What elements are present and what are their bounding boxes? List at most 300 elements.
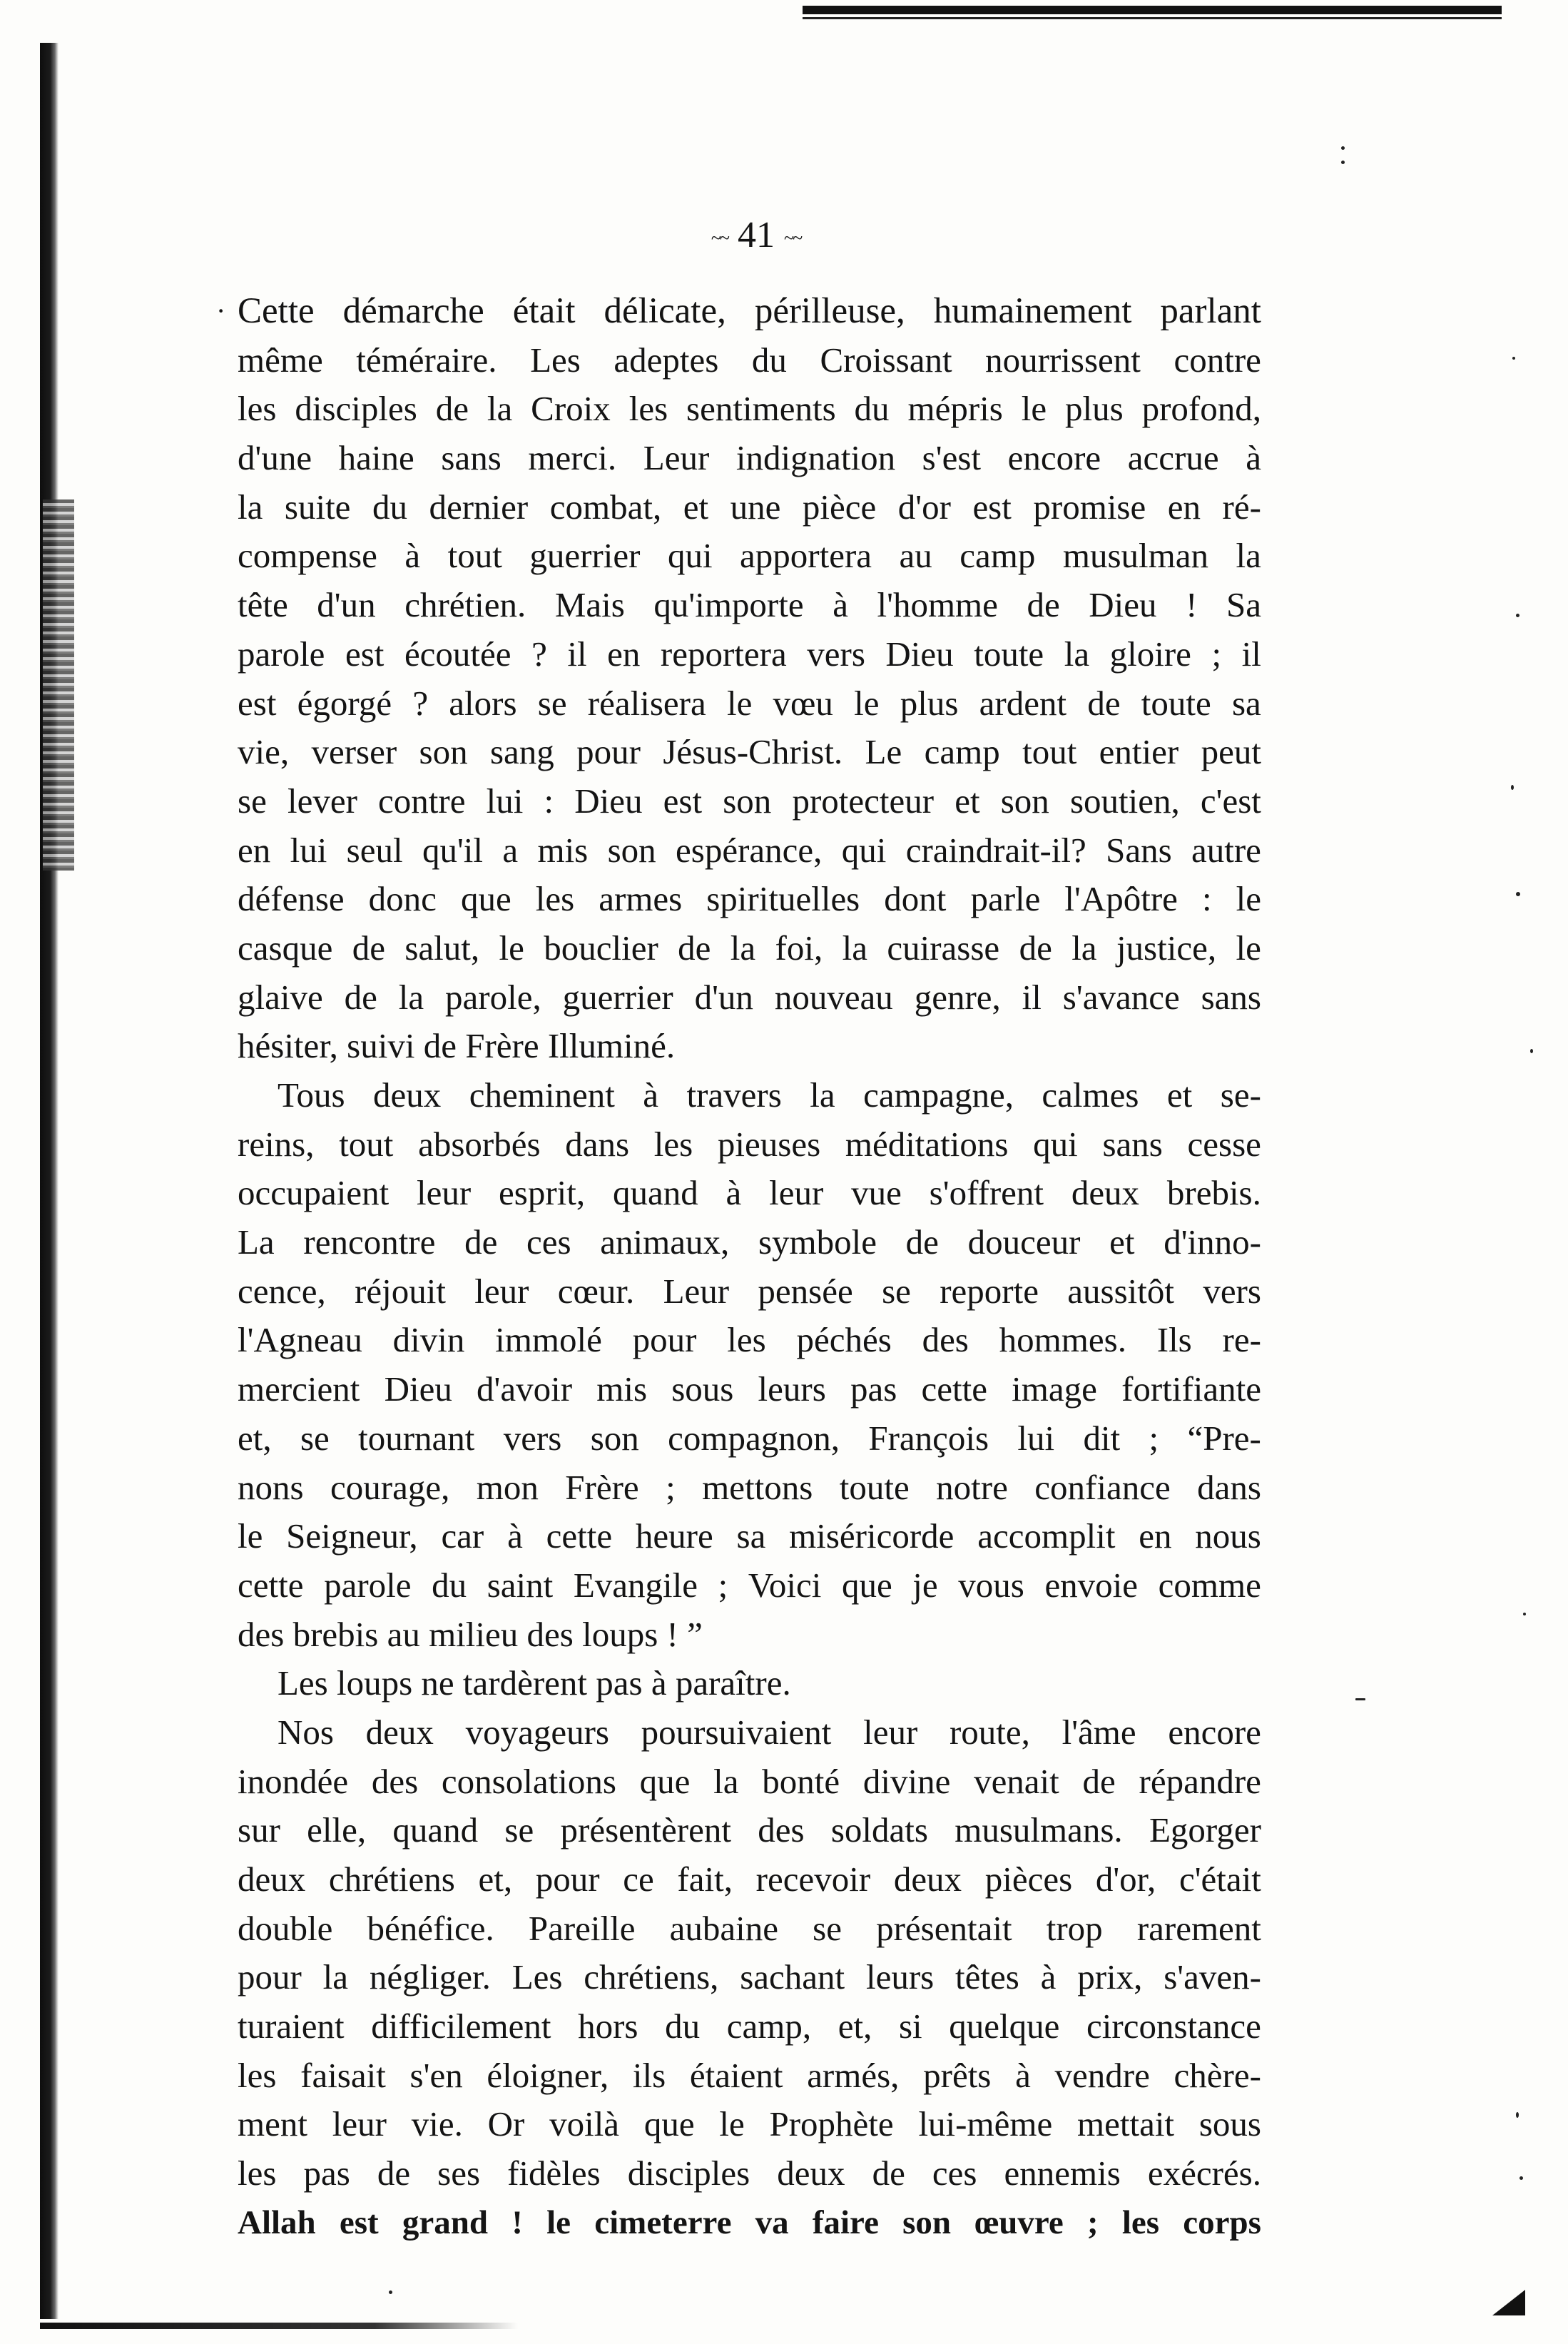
word: mon bbox=[476, 1467, 539, 1507]
word: ; bbox=[718, 1565, 728, 1605]
text-line bbox=[238, 385, 1261, 434]
word: promise bbox=[1033, 487, 1146, 527]
word: pour bbox=[576, 732, 641, 772]
word: lui-même bbox=[918, 2104, 1053, 2144]
word: et bbox=[1109, 1222, 1135, 1262]
word: son bbox=[607, 830, 656, 870]
word: dans bbox=[565, 1124, 630, 1164]
word: au bbox=[899, 536, 932, 576]
word: vers bbox=[807, 634, 865, 674]
word: faire bbox=[812, 2203, 879, 2241]
word: du bbox=[432, 1565, 467, 1605]
word: réalisera bbox=[587, 683, 706, 723]
word: présentèrent bbox=[560, 1810, 731, 1850]
word: reportera bbox=[660, 634, 787, 674]
word: soldats bbox=[830, 1810, 928, 1850]
word: d'or bbox=[897, 487, 951, 527]
word: il bbox=[1022, 977, 1042, 1017]
word: d'or, bbox=[1095, 1860, 1156, 1899]
word: faisait bbox=[300, 2055, 386, 2095]
ornament-right: ~~ bbox=[784, 228, 802, 249]
text-line bbox=[238, 1071, 1261, 1120]
word: encore bbox=[1168, 1712, 1261, 1752]
word: la bbox=[398, 977, 424, 1017]
word: mépris bbox=[907, 389, 1003, 429]
word: musulman bbox=[1062, 536, 1209, 576]
word: les bbox=[238, 389, 277, 429]
word: et bbox=[1166, 1075, 1193, 1115]
text-line bbox=[238, 2051, 1261, 2101]
word: bénéfice. bbox=[367, 1908, 494, 1948]
word: se bbox=[882, 1271, 911, 1311]
margin-speck bbox=[1512, 357, 1515, 360]
word: les bbox=[535, 879, 575, 919]
word: heure bbox=[635, 1516, 713, 1556]
word: pas bbox=[850, 1369, 897, 1409]
word: dans bbox=[1197, 1467, 1261, 1507]
word: cheminent bbox=[469, 1075, 615, 1115]
word: d'avoir bbox=[477, 1369, 573, 1409]
word: leur bbox=[474, 1271, 529, 1311]
word: il bbox=[567, 634, 587, 674]
word: que bbox=[639, 1761, 691, 1801]
word: ! bbox=[1186, 585, 1198, 625]
word: le bbox=[726, 683, 753, 723]
top-edge-rule-thin bbox=[803, 17, 1502, 19]
word: ? bbox=[531, 634, 547, 674]
word: la bbox=[322, 1957, 349, 1997]
text-line: Les loups ne tardèrent pas à paraître. bbox=[278, 1663, 791, 1703]
word: d'une bbox=[238, 438, 312, 478]
word: profond, bbox=[1141, 389, 1261, 429]
word: compense bbox=[238, 536, 377, 576]
word: lui bbox=[290, 830, 327, 870]
word: esprit, bbox=[499, 1173, 586, 1213]
word: vers bbox=[503, 1418, 562, 1458]
word: reporte bbox=[940, 1271, 1039, 1311]
word: de bbox=[678, 928, 711, 968]
word: nouveau bbox=[774, 977, 893, 1017]
text-line bbox=[238, 1708, 1261, 1757]
word: Leur bbox=[643, 438, 710, 478]
word: pour bbox=[238, 1957, 302, 1997]
word: tout bbox=[1022, 732, 1077, 772]
word: son bbox=[590, 1418, 639, 1458]
word: disciples bbox=[627, 2153, 750, 2193]
word: ! bbox=[511, 2203, 523, 2241]
text-line bbox=[238, 434, 1261, 483]
word: méditations bbox=[845, 1124, 1009, 1164]
word: gloire bbox=[1109, 634, 1191, 674]
word: travers bbox=[686, 1075, 782, 1115]
word: guerrier bbox=[529, 536, 641, 576]
word: si bbox=[898, 2006, 922, 2046]
word: la bbox=[730, 928, 756, 968]
word: les bbox=[653, 1124, 693, 1164]
word: en bbox=[1139, 1516, 1172, 1556]
word: disciples bbox=[295, 389, 417, 429]
word: inondée bbox=[238, 1761, 349, 1801]
word: la bbox=[487, 389, 513, 429]
word: Prophète bbox=[769, 2104, 894, 2144]
word: Dieu bbox=[885, 634, 954, 674]
word: ce bbox=[623, 1860, 654, 1899]
word: seul bbox=[346, 830, 403, 870]
word: protecteur bbox=[792, 781, 935, 821]
binding-shadow bbox=[40, 43, 58, 2319]
word: est bbox=[238, 683, 277, 723]
word: tête bbox=[238, 585, 288, 625]
word: s'aven- bbox=[1164, 1957, 1261, 1997]
word: se- bbox=[1220, 1075, 1261, 1115]
word: Croissant bbox=[820, 340, 952, 380]
word: ils bbox=[632, 2055, 666, 2095]
word: recevoir bbox=[755, 1860, 871, 1899]
word: aussitôt bbox=[1067, 1271, 1174, 1311]
text-line bbox=[238, 2002, 1261, 2051]
word: sa bbox=[1231, 683, 1261, 723]
text-line bbox=[238, 1512, 1261, 1561]
word: s'offrent bbox=[929, 1173, 1044, 1213]
word: parlant bbox=[1160, 291, 1261, 331]
word: mettons bbox=[702, 1467, 813, 1507]
word: aubaine bbox=[669, 1908, 778, 1948]
word: va bbox=[755, 2203, 789, 2241]
word: espérance, bbox=[676, 830, 823, 870]
word: camp bbox=[959, 536, 1036, 576]
word: Allah bbox=[238, 2203, 316, 2241]
word: courage, bbox=[330, 1467, 450, 1507]
word: poursuivaient bbox=[641, 1712, 832, 1752]
word: à bbox=[726, 1173, 742, 1213]
corner-mark bbox=[1492, 2290, 1525, 2315]
word: pièce bbox=[802, 487, 877, 527]
word: Dieu bbox=[384, 1369, 452, 1409]
margin-speck bbox=[1523, 1613, 1526, 1615]
word: animaux, bbox=[600, 1222, 730, 1262]
word: adeptes bbox=[614, 340, 719, 380]
margin-speck bbox=[1530, 1049, 1533, 1053]
text-line bbox=[238, 1953, 1261, 2002]
word: a bbox=[502, 830, 519, 870]
text-line bbox=[238, 1561, 1261, 1610]
word: bonté bbox=[762, 1761, 840, 1801]
word: l'homme bbox=[877, 585, 998, 625]
word: turaient bbox=[238, 2006, 345, 2046]
word: notre bbox=[936, 1467, 1008, 1507]
word: Les bbox=[511, 1957, 563, 1997]
word: quand bbox=[392, 1810, 479, 1850]
word: les bbox=[628, 389, 668, 429]
word: entier bbox=[1099, 732, 1179, 772]
word: mis bbox=[537, 830, 589, 870]
text-line bbox=[238, 1855, 1261, 1904]
word: vers bbox=[1203, 1271, 1261, 1311]
word: de bbox=[377, 2153, 411, 2193]
word: mettait bbox=[1076, 2104, 1175, 2144]
margin-speck bbox=[1516, 614, 1519, 617]
word: Les bbox=[530, 340, 581, 380]
word: à bbox=[643, 1075, 659, 1115]
word: car bbox=[441, 1516, 484, 1556]
word: tout bbox=[339, 1124, 394, 1164]
word: prêts bbox=[923, 2055, 992, 2095]
word: ? bbox=[412, 683, 429, 723]
word: sa bbox=[736, 1516, 766, 1556]
word: Dieu bbox=[1089, 585, 1157, 625]
word: à bbox=[404, 536, 421, 576]
word: combat, bbox=[549, 487, 662, 527]
word: deux bbox=[777, 2153, 845, 2193]
word: image bbox=[1012, 1369, 1097, 1409]
text-line bbox=[238, 2100, 1261, 2149]
word: son bbox=[1000, 781, 1049, 821]
word: Leur bbox=[663, 1271, 730, 1311]
word: pour bbox=[632, 1320, 697, 1360]
word: qui bbox=[667, 536, 713, 576]
word: les bbox=[238, 2153, 277, 2193]
word: son bbox=[723, 781, 772, 821]
word: spirituelles bbox=[706, 879, 860, 919]
word: dernier bbox=[429, 487, 529, 527]
text-line bbox=[238, 1414, 1261, 1463]
text-line bbox=[238, 630, 1261, 679]
word: trop bbox=[1046, 1908, 1103, 1948]
word: chrétiens bbox=[328, 1860, 455, 1899]
text-line bbox=[238, 679, 1261, 729]
binding-speckle bbox=[43, 499, 74, 871]
word: guerrier bbox=[562, 977, 673, 1017]
word: ardent bbox=[979, 683, 1067, 723]
text-line bbox=[238, 826, 1261, 876]
word: Jésus-Christ. bbox=[663, 732, 843, 772]
word: : bbox=[1201, 879, 1212, 919]
word: s'en bbox=[409, 2055, 463, 2095]
word: quand bbox=[612, 1173, 698, 1213]
word: Voici bbox=[748, 1565, 822, 1605]
word: confiance bbox=[1034, 1467, 1171, 1507]
word: et, bbox=[478, 1860, 513, 1899]
word: des bbox=[922, 1320, 969, 1360]
word: son bbox=[902, 2203, 952, 2241]
word: œuvre bbox=[974, 2203, 1064, 2241]
word: à bbox=[1040, 1957, 1057, 1997]
word: leur bbox=[417, 1173, 472, 1213]
word: accrue bbox=[1127, 438, 1219, 478]
text-line bbox=[238, 1169, 1261, 1218]
word: glaive bbox=[238, 977, 323, 1017]
word: Dieu bbox=[574, 781, 643, 821]
word: qui bbox=[841, 830, 887, 870]
word: les bbox=[1121, 2203, 1160, 2241]
word: chère- bbox=[1174, 2055, 1261, 2095]
word: d'un bbox=[317, 585, 376, 625]
word: cuirasse bbox=[887, 928, 1000, 968]
word: voyageurs bbox=[465, 1712, 609, 1752]
word: re- bbox=[1222, 1320, 1261, 1360]
margin-speck bbox=[1516, 2112, 1519, 2118]
word: la bbox=[713, 1761, 739, 1801]
word: route, bbox=[949, 1712, 1030, 1752]
word: l'Apôtre bbox=[1064, 879, 1178, 919]
word: se bbox=[300, 1418, 330, 1458]
word: de bbox=[352, 928, 385, 968]
word: brebis. bbox=[1166, 1173, 1261, 1213]
word: la bbox=[1071, 928, 1097, 968]
text-line bbox=[238, 1316, 1261, 1365]
word: rarement bbox=[1136, 1908, 1261, 1948]
word: de bbox=[905, 1222, 939, 1262]
word: elle, bbox=[307, 1810, 367, 1850]
page-number-text: 41 bbox=[738, 215, 775, 255]
word: que bbox=[460, 879, 511, 919]
word: musulmans. bbox=[954, 1810, 1123, 1850]
word: La bbox=[238, 1222, 275, 1262]
word: apportera bbox=[740, 536, 872, 576]
word: de bbox=[1087, 683, 1121, 723]
word: Seigneur, bbox=[286, 1516, 418, 1556]
word: sur bbox=[238, 1810, 280, 1850]
word: corps bbox=[1183, 2203, 1261, 2241]
word: cimeterre bbox=[594, 2203, 732, 2241]
text-line bbox=[238, 581, 1261, 630]
word: à bbox=[1015, 2055, 1031, 2095]
word: étaient bbox=[689, 2055, 783, 2095]
word: compagnon, bbox=[668, 1418, 840, 1458]
text-line bbox=[238, 2149, 1261, 2198]
text-line bbox=[238, 1463, 1261, 1513]
word: ; bbox=[1149, 1418, 1159, 1458]
text-line bbox=[238, 1365, 1261, 1414]
word: ; bbox=[666, 1467, 676, 1507]
word: parole bbox=[324, 1565, 412, 1605]
word: la bbox=[1236, 536, 1261, 576]
word: dit bbox=[1083, 1418, 1121, 1458]
text-line bbox=[238, 336, 1261, 385]
word: se bbox=[504, 1810, 534, 1850]
word: venait bbox=[974, 1761, 1059, 1801]
word: parole, bbox=[445, 977, 541, 1017]
word: qu'il bbox=[422, 830, 484, 870]
bottom-edge-rule bbox=[40, 2323, 518, 2329]
word: immolé bbox=[495, 1320, 602, 1360]
word: plus bbox=[1065, 389, 1124, 429]
word: “Pre- bbox=[1187, 1418, 1261, 1458]
word: écoutée bbox=[404, 634, 511, 674]
word: ces bbox=[932, 2153, 977, 2193]
word: que bbox=[841, 1565, 892, 1605]
word: c'était bbox=[1178, 1860, 1261, 1899]
word: présentait bbox=[876, 1908, 1012, 1948]
word: donc bbox=[368, 879, 437, 919]
text-line bbox=[238, 1120, 1261, 1170]
word: toute bbox=[1141, 683, 1211, 723]
word: sans bbox=[441, 438, 502, 478]
word: Sans bbox=[1106, 830, 1172, 870]
word: et bbox=[683, 487, 709, 527]
word: cette bbox=[546, 1516, 613, 1556]
word: fortifiante bbox=[1121, 1369, 1261, 1409]
word: Frère bbox=[565, 1467, 639, 1507]
word: mercient bbox=[238, 1369, 360, 1409]
word: craindrait-il? bbox=[905, 830, 1086, 870]
page-number bbox=[671, 214, 842, 260]
word: tout bbox=[447, 536, 502, 576]
word: et bbox=[954, 781, 980, 821]
word: chrétiens, bbox=[584, 1957, 719, 1997]
word: divin bbox=[392, 1320, 465, 1360]
word: exécrés. bbox=[1147, 2153, 1261, 2193]
word: sang bbox=[489, 732, 554, 772]
word: douceur bbox=[967, 1222, 1081, 1262]
word: haine bbox=[338, 438, 414, 478]
word: nons bbox=[238, 1467, 304, 1507]
word: pas bbox=[303, 2153, 350, 2193]
word: Egorger bbox=[1149, 1810, 1261, 1850]
word: qui bbox=[1033, 1124, 1078, 1164]
word: occupaient bbox=[238, 1173, 390, 1213]
word: le bbox=[1021, 389, 1047, 429]
word: l'Agneau bbox=[238, 1320, 362, 1360]
word: suite bbox=[284, 487, 351, 527]
word: son bbox=[419, 732, 468, 772]
word: est bbox=[339, 2203, 379, 2241]
word: les bbox=[727, 1320, 766, 1360]
word: est bbox=[663, 781, 703, 821]
word: lui bbox=[1017, 1418, 1055, 1458]
word: sans bbox=[1102, 1124, 1163, 1164]
word: négliger. bbox=[369, 1957, 491, 1997]
word: du bbox=[665, 2006, 701, 2046]
word: vous bbox=[958, 1565, 1024, 1605]
word: de bbox=[464, 1222, 498, 1262]
word: symbole bbox=[758, 1222, 877, 1262]
word: s'avance bbox=[1062, 977, 1180, 1017]
word: envoie bbox=[1044, 1565, 1139, 1605]
word: Sa bbox=[1226, 585, 1261, 625]
word: quelque bbox=[949, 2006, 1060, 2046]
word: vœu bbox=[773, 683, 833, 723]
word: et, bbox=[238, 1418, 272, 1458]
word: Tous bbox=[278, 1075, 345, 1115]
word: comme bbox=[1158, 1565, 1261, 1605]
word: ment bbox=[238, 2104, 307, 2144]
word: ses bbox=[437, 2153, 481, 2193]
word: fidèles bbox=[507, 2153, 601, 2193]
word: même bbox=[238, 340, 323, 380]
word: ennemis bbox=[1004, 2153, 1121, 2193]
margin-speck bbox=[1516, 892, 1520, 896]
word: cette bbox=[921, 1369, 987, 1409]
word: ré- bbox=[1222, 487, 1261, 527]
word: tournant bbox=[358, 1418, 475, 1458]
word: et, bbox=[838, 2006, 872, 2046]
word: le bbox=[238, 1516, 263, 1556]
margin-speck bbox=[1341, 146, 1345, 150]
word: sachant bbox=[740, 1957, 845, 1997]
word: plus bbox=[900, 683, 959, 723]
word: du bbox=[751, 340, 787, 380]
body-text bbox=[238, 287, 1261, 2248]
word: la bbox=[842, 928, 867, 968]
word: toute bbox=[974, 634, 1044, 674]
text-line: hésiter, suivi de Frère Illuminé. bbox=[238, 1026, 676, 1066]
text-line bbox=[238, 1218, 1261, 1267]
word: qu'importe bbox=[653, 585, 804, 625]
word: à bbox=[507, 1516, 523, 1556]
word: Evangile bbox=[573, 1565, 698, 1605]
word: sentiments bbox=[686, 389, 836, 429]
